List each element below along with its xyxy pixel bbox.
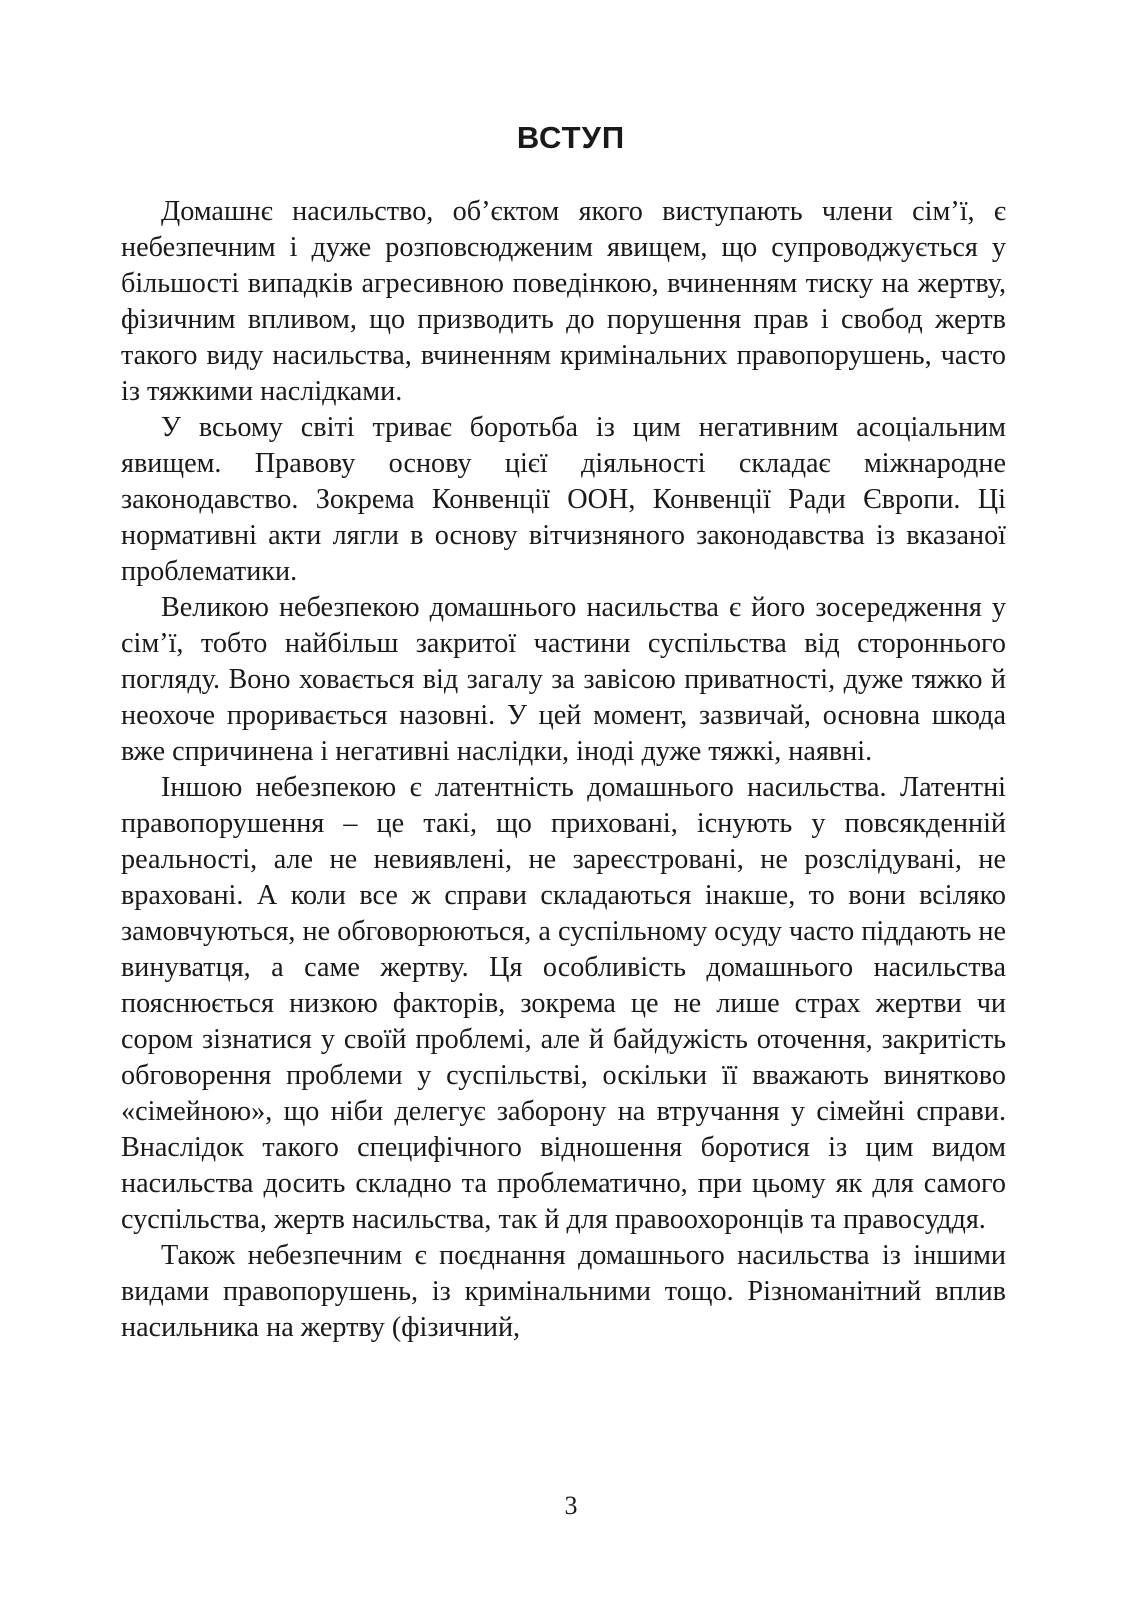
body-text (121, 194, 1006, 1346)
paragraph-1: Домашнє насильство, об’єктом якого виступають члени сім’ї, є небезпечним і дуже розповсюдженим явищем, що супроводжується у більшості випадків агресивною поведінкою, вчиненням тиску на жертву, фізичним впливом, що призводить до порушення прав і свобод жертв такого виду насильства, вчиненням кримінальних правопорушень, часто із тяжкими наслідками. (121, 196, 1006, 407)
paragraph-2: У всьому світі триває боротьба із цим негативним асоціальним явищем. Правову основу цієї діяльності складає міжнародне законодавство. Зокрема Конвенції ООН, Конвенції Ради Європи. Ці нормативні акти лягли в основу вітчизняного законодавства із вказаної проблематики. (121, 412, 1006, 587)
page-title: ВСТУП (516, 120, 626, 155)
paragraph-3: Великою небезпекою домашнього насильства є його зосередження у сім’ї, тобто найбільш закритої частини суспільства від стороннього погляду. Воно ховається від загалу за завісою приватності, дуже тяжко й неохоче проривається назовні. У цей момент, зазвичай, основна шкода вже спричинена і негативні наслідки, іноді дуже тяжкі, наявні. (121, 592, 1006, 767)
paragraph-4: Іншою небезпекою є латентність домашнього насильства. Латентні правопорушення – це такі, що приховані, існують у повсякденній реальності, але не невиявлені, не зареєстровані, не розслідувані, не враховані. А коли все ж справи складаються інакше, то вони всіляко замовчуються, не обговорюються, а суспільному осуду часто піддають не винуватця, а саме жертву. Ця особливість домашнього насильства пояснюється низкою факторів, зокрема це не лише страх жертви чи сором зізнатися у своїй проблемі, але й байдужість оточення, закритість обговорення проблеми у суспільстві, оскільки її вважають винятково «сімейною», що ніби делегує заборону на втручання у сімейні справи. Внаслідок такого специфічного відношення боротися із цим видом насильства досить складно та проблематично, при цьому як для самого суспільства, жертв насильства, так й для правоохоронців та правосуддя. (121, 772, 1006, 1235)
paragraph-5: Також небезпечним є поєднання домашнього насильства із іншими видами правопорушень, із кримінальними тощо. Різноманітний вплив насильника на жертву (фізичний, (121, 1240, 1006, 1343)
page-number: 3 (564, 1491, 578, 1520)
